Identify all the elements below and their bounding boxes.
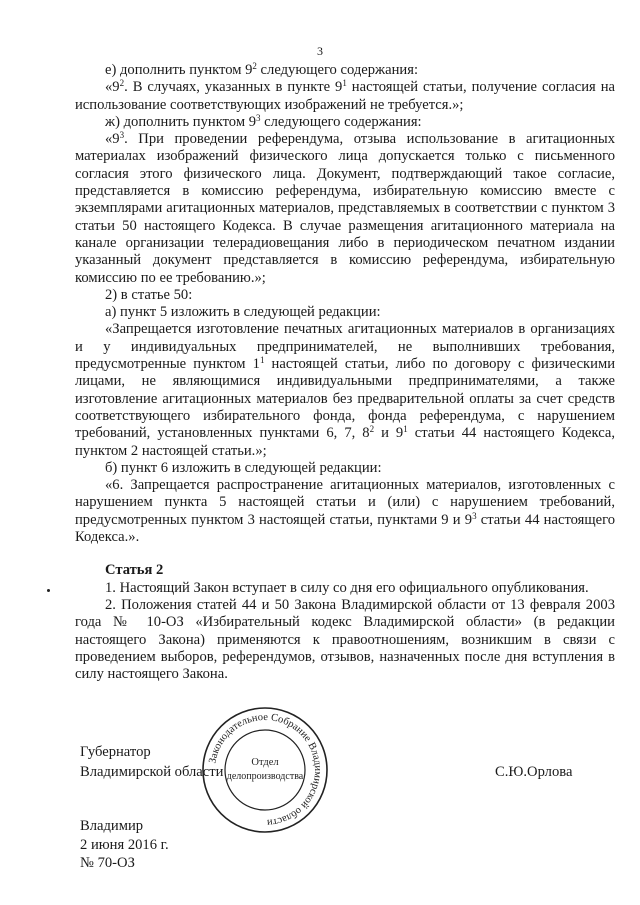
adoption-date: 2 июня 2016 г. [80, 836, 169, 853]
superscript-index: 3 [119, 130, 125, 141]
adoption-info [80, 817, 169, 873]
paragraph-text: а) пункт 5 изложить в следующей редакции: [105, 304, 381, 321]
official-stamp [200, 705, 330, 835]
article-2-paragraph-2: 2. Положения статей 44 и 50 Закона Владимирской области от 13 февраля 2003 года № 10-ОЗ «Избирательный кодекс Владимирской области» (в редакции настоящего Закона) применяются к правоотношениям, возникшим в связи с проведением выборов, референдумов, отзывов, назначенных после дня вступления в силу настоящего Закона. [75, 596, 615, 683]
signatory-name: С.Ю.Орлова [495, 764, 573, 780]
paragraph-text: . При проведении референдума, отзыва использование в агитационных материалах изображений физического лица допускается только с письменного согласия этого физического лица. Документ, подтверждающий такое согласие, представляется в комиссию референдума, избирательную комиссию вместе с экземплярами агитационных материалов, представляемых в соответствии с пунктом 3 статьи 50 настоящего Кодекса. В случае размещения агитационного материала на канале организации телерадиовещания либо в периодическом печатном издании указанный документ представляется в комиссию референдума, избирательную комиссию по ее требованию.»; [75, 131, 615, 286]
superscript-index: 3 [256, 112, 261, 123]
paragraph-text: «6. Запрещается распространение агитационных материалов, изготовленных с нарушением пункта 5 настоящей статьи и (или) с нарушением требований, предусмотренных пунктом 3 настоящей статьи, пунктами 9 и 9 [75, 477, 615, 528]
superscript-index: 3 [472, 510, 477, 521]
paragraph-text: . В случаях, указанных в пункте 9 [124, 79, 343, 96]
signature-title-line-2: Владимирской области [80, 764, 224, 780]
paragraph-text: ж) дополнить пунктом 9 [105, 113, 257, 130]
amendment-paragraph [75, 477, 615, 546]
superscript-index: 2 [119, 78, 125, 89]
article-2-heading: Статья 2 [105, 562, 164, 579]
paragraph-text: следующего содержания: [256, 62, 419, 78]
superscript-index: 2 [252, 61, 257, 71]
amendment-paragraph [75, 287, 615, 304]
paragraph-text: статьи 44 настоящего Кодекса, пунктом 2 настоящей статьи.»; [75, 425, 615, 459]
paragraph-text: следующего содержания: [260, 113, 422, 130]
margin-dot [47, 589, 50, 592]
amendment-paragraph [75, 460, 615, 477]
amendment-paragraph [75, 114, 615, 131]
paragraph-text: «9 [105, 131, 120, 148]
page-number: 3 [317, 44, 323, 58]
paragraph-text: 2) в статье 50: [105, 286, 193, 303]
law-number: № 70-ОЗ [80, 855, 135, 871]
amendment-paragraph [75, 131, 615, 287]
amendment-paragraph [75, 321, 615, 459]
adoption-city: Владимир [80, 818, 144, 834]
article-2-paragraph-1: 1. Настоящий Закон вступает в силу со дня его официального опубликования. [105, 579, 589, 596]
paragraph-text: настоящей статьи, получение согласия на использование соответствующих изображений не требуется.»; [75, 79, 616, 113]
superscript-index: 2 [369, 424, 375, 435]
paragraph-text: настоящей статьи, либо по договору с физическими лицами, не являющимися индивидуальными предпринимателями, а также изготовление агитационных материалов без предварительной оплаты за счет средств соответствующего избирательного фонда, фонда референдума, с нарушением требований, установленных пунктами 6, 7, 8 [75, 356, 616, 442]
superscript-index: 1 [259, 355, 265, 366]
paragraph-text: е) дополнить пунктом 9 [105, 62, 253, 78]
amendment-paragraph [75, 304, 615, 321]
paragraph-text: «9 [105, 79, 120, 96]
signature-title-line-1: Губернатор [80, 744, 151, 760]
article-1-amendments [75, 62, 615, 546]
document-body [75, 62, 615, 683]
paragraph-text: статьи 44 настоящего Кодекса.». [75, 511, 615, 546]
stamp-center-line-1: Отдел [251, 757, 279, 768]
paragraph-text: и 9 [374, 425, 404, 442]
superscript-index: 1 [403, 424, 408, 435]
paragraph-text: «Запрещается изготовление печатных агитационных материалов в организациях и у индивидуальных предпринимателей, не выполнивших требования, предусмотренные пунктом 1 [75, 321, 615, 373]
amendment-paragraph [75, 62, 615, 79]
amendment-paragraph [75, 79, 615, 114]
stamp-ring-text: Законодательное Собрание Владимирской области [207, 711, 324, 829]
paragraph-text: б) пункт 6 изложить в следующей редакции: [105, 459, 382, 476]
superscript-index: 1 [342, 78, 347, 89]
stamp-center-line-2: делопроизводства [226, 771, 304, 782]
